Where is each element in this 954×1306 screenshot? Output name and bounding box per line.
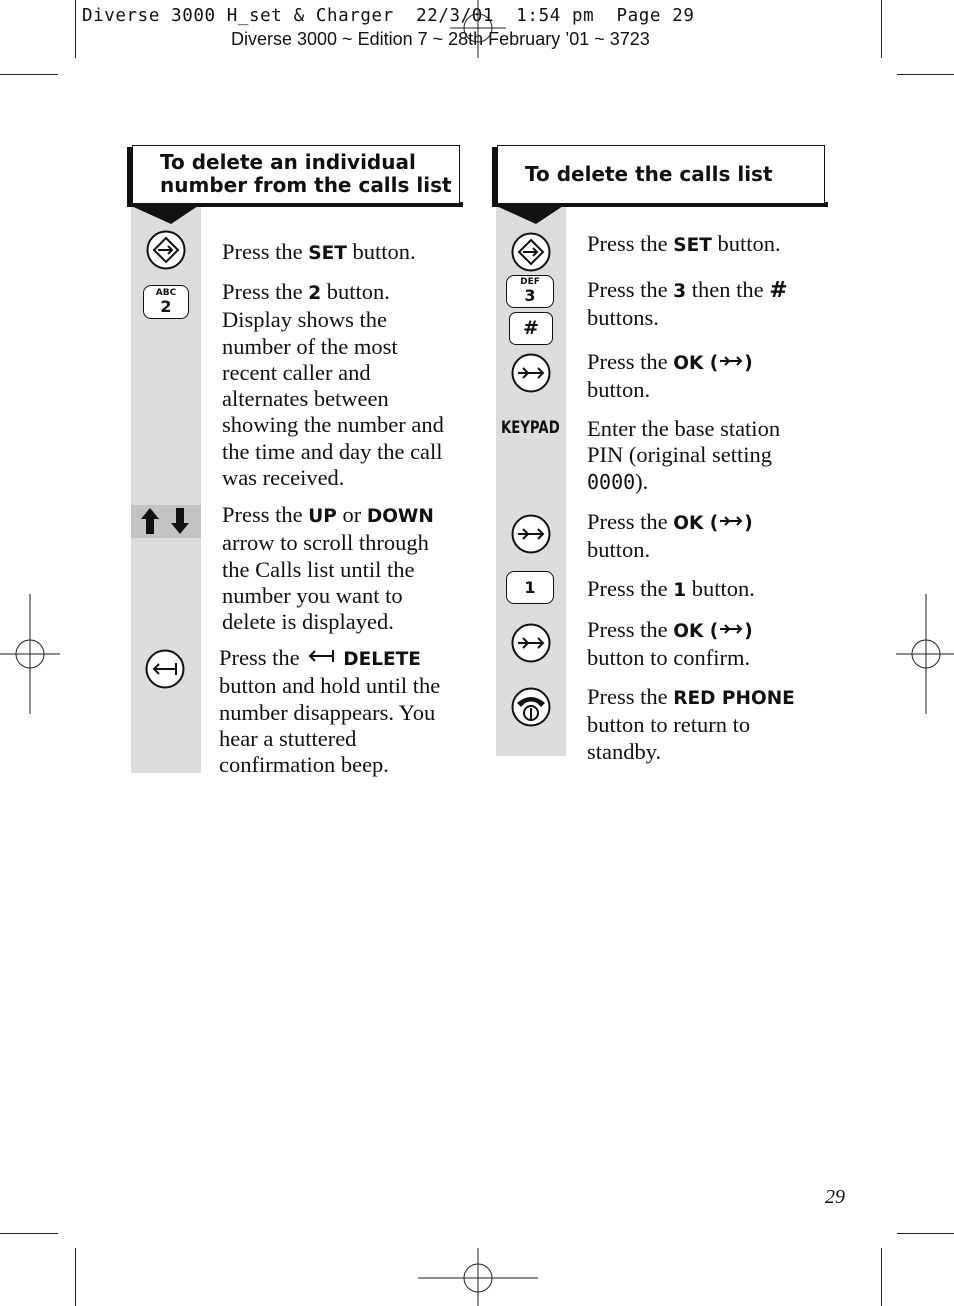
crop-mark [0, 74, 58, 75]
crop-mark [897, 1233, 954, 1234]
crop-mark [75, 1248, 76, 1306]
step-text: Press the UP or DOWN arrow to scroll through the Calls list until the number you want to delete is displayed. [222, 502, 434, 635]
title-line: number from the calls list [160, 173, 452, 197]
crop-mark [0, 1233, 58, 1234]
registration-mark-top [448, 0, 508, 60]
key-2-icon [143, 285, 189, 319]
key-3-icon [506, 275, 554, 308]
keypad-label: KEYPAD [501, 418, 560, 438]
title-line: To delete an individual [160, 150, 416, 174]
step-text: Press the OK ( ) button. [587, 349, 753, 403]
key-digit: 3 [524, 286, 536, 305]
red-phone-icon [510, 686, 552, 728]
key-letters: ABC [155, 288, 177, 298]
step-text: Enter the base station PIN (original setting 0000). [587, 416, 781, 494]
title-line: To delete the calls list [525, 162, 773, 186]
print-slug: Diverse 3000 H_set & Charger 22/3/01 1:54 pm Page 29 [82, 6, 695, 26]
registration-mark-right [896, 594, 954, 714]
edition-line: Diverse 3000 ~ Edition 7 ~ 28th February ’01 ~ 3723 [231, 29, 650, 49]
step-text: Press the DELETE button and hold until the number disappears. You hear a stuttered confirmation beep. [219, 645, 441, 778]
key-letters: DEF [520, 277, 540, 287]
registration-mark-bottom [418, 1246, 538, 1306]
page-number: 29 [825, 1186, 845, 1208]
step-text: Press the OK ( ) button. [587, 509, 753, 563]
key-digit: 2 [160, 297, 172, 316]
crop-mark [75, 0, 76, 58]
up-arrow-icon [139, 507, 161, 535]
left-section-title [132, 145, 460, 204]
set-icon [510, 231, 552, 273]
crop-mark [881, 1248, 882, 1306]
step-text: Press the SET button. [222, 239, 416, 264]
ok-arrows-glyph-icon [718, 514, 744, 528]
delete-glyph-icon [307, 648, 337, 664]
step-text: Press the RED PHONE button to return to standby. [587, 684, 795, 764]
pin-code: 0000 [587, 469, 636, 494]
key-digit: # [523, 317, 539, 339]
ok-icon [510, 513, 552, 555]
registration-mark-left [0, 594, 60, 714]
crop-mark [897, 74, 954, 75]
key-hash-icon [509, 312, 553, 345]
step-text: Press the OK ( ) button to confirm. [587, 617, 753, 671]
ok-icon [510, 622, 552, 664]
delete-icon [144, 648, 186, 690]
key-digit: 1 [524, 578, 536, 597]
down-arrow-icon [169, 507, 191, 535]
crop-mark [881, 0, 882, 58]
step-text: Press the 3 then the # buttons. [587, 277, 788, 331]
step-text: Press the 2 button. Display shows the number of the most recent caller and alternates between showing the number and the time and day the call was received. [222, 279, 444, 491]
right-section-title [497, 145, 825, 204]
ok-arrows-glyph-icon [718, 622, 744, 636]
step-text: Press the 1 button. [587, 576, 755, 601]
key-1-icon [506, 571, 554, 604]
set-icon [145, 229, 187, 271]
ok-icon [510, 352, 552, 394]
ok-arrows-glyph-icon [718, 354, 744, 368]
step-text: Press the SET button. [587, 231, 781, 256]
